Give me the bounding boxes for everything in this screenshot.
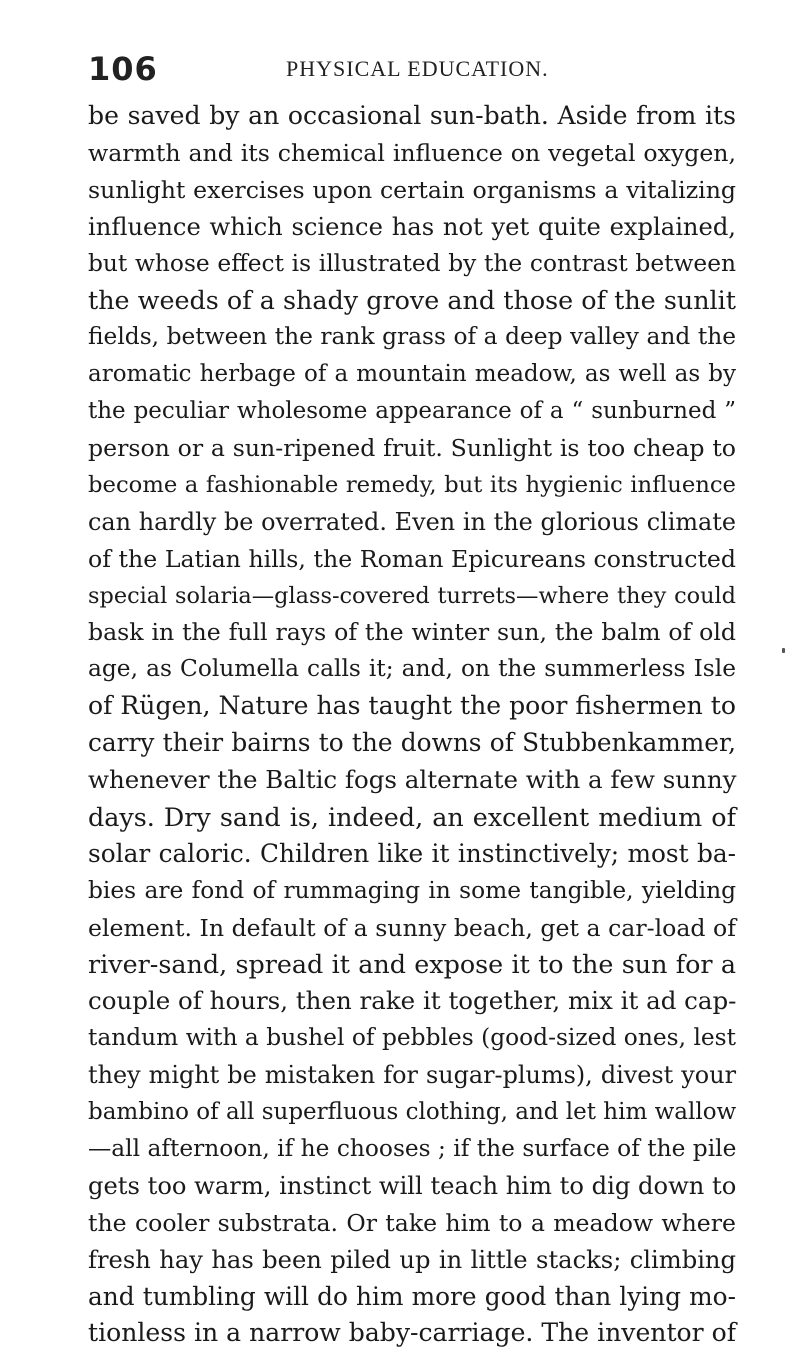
text-line: days. Dry sand is, indeed, an excellent medium of — [88, 801, 736, 832]
text-line: bies are fond of rummaging in some tangible, yielding — [88, 876, 736, 904]
running-head: PHYSICAL EDUCATION. — [286, 56, 549, 81]
text-line: the weeds of a shady grove and those of the sunlit — [88, 285, 736, 316]
ink-speck — [782, 648, 785, 653]
text-line: bambino of all superfluous clothing, and let him wallow — [88, 1099, 737, 1126]
text-line: can hardly be overrated. Even in the glorious climate — [88, 507, 736, 536]
text-line: influence which science has not yet quite explained, — [88, 212, 736, 241]
text-line: tionless in a narrow baby-carriage. The inventor of — [88, 1318, 737, 1348]
text-line: aromatic herbage of a mountain meadow, as well as by — [88, 361, 736, 388]
text-line: solar caloric. Children like it instinctively; most ba- — [88, 838, 736, 868]
text-line: the peculiar wholesome appearance of a “ sunburned ” — [88, 398, 736, 425]
text-line: whenever the Baltic fogs alternate with a few sunny — [88, 765, 737, 795]
text-line: but whose effect is illustrated by the contrast between — [88, 249, 736, 277]
text-line: the cooler substrata. Or take him to a meadow where — [88, 1208, 736, 1237]
text-line: couple of hours, then rake it together, mix it ad cap- — [88, 986, 737, 1016]
text-line: of the Latian hills, the Roman Epicureans constructed — [88, 544, 736, 573]
text-line: they might be mistaken for sugar-plums), divest your — [88, 1061, 736, 1090]
text-line: bask in the full rays of the winter sun, the balm of old — [88, 618, 736, 647]
text-line: warmth and its chemical influence on vegetal oxygen, — [88, 138, 736, 167]
text-line: tandum with a bushel of pebbles (good-sized ones, lest — [88, 1024, 736, 1052]
body-text — [88, 98, 736, 1352]
text-line: of Rügen, Nature has taught the poor fishermen to — [88, 691, 736, 721]
text-line: sunlight exercises upon certain organisms a vitalizing — [88, 175, 736, 204]
text-line: person or a sun-ripened fruit. Sunlight is too cheap to — [88, 434, 736, 463]
page-number: 106 — [88, 50, 158, 88]
text-line: river-sand, spread it and expose it to the sun for a — [88, 949, 736, 980]
text-line: fields, between the rank grass of a deep valley and the — [88, 323, 736, 351]
text-line: element. In default of a sunny beach, get a car-load of — [88, 913, 736, 942]
text-line: become a fashionable remedy, but its hygienic influence — [88, 471, 736, 498]
text-line: fresh hay has been piled up in little stacks; climbing — [88, 1245, 736, 1274]
text-line: gets too warm, instinct will teach him to dig down to — [88, 1171, 737, 1200]
text-line: carry their bairns to the downs of Stubbenkammer, — [88, 728, 736, 758]
text-line: age, as Columella calls it; and, on the summerless Isle — [88, 655, 736, 683]
text-line: and tumbling will do him more good than lying mo- — [88, 1281, 736, 1311]
text-line: —all afternoon, if he chooses ; if the surface of the pile — [88, 1134, 737, 1162]
page-header — [88, 50, 728, 90]
text-line: be saved by an occasional sun-bath. Aside from its — [88, 101, 736, 130]
text-line: special solaria—glass-covered turrets—where they could — [88, 582, 736, 609]
